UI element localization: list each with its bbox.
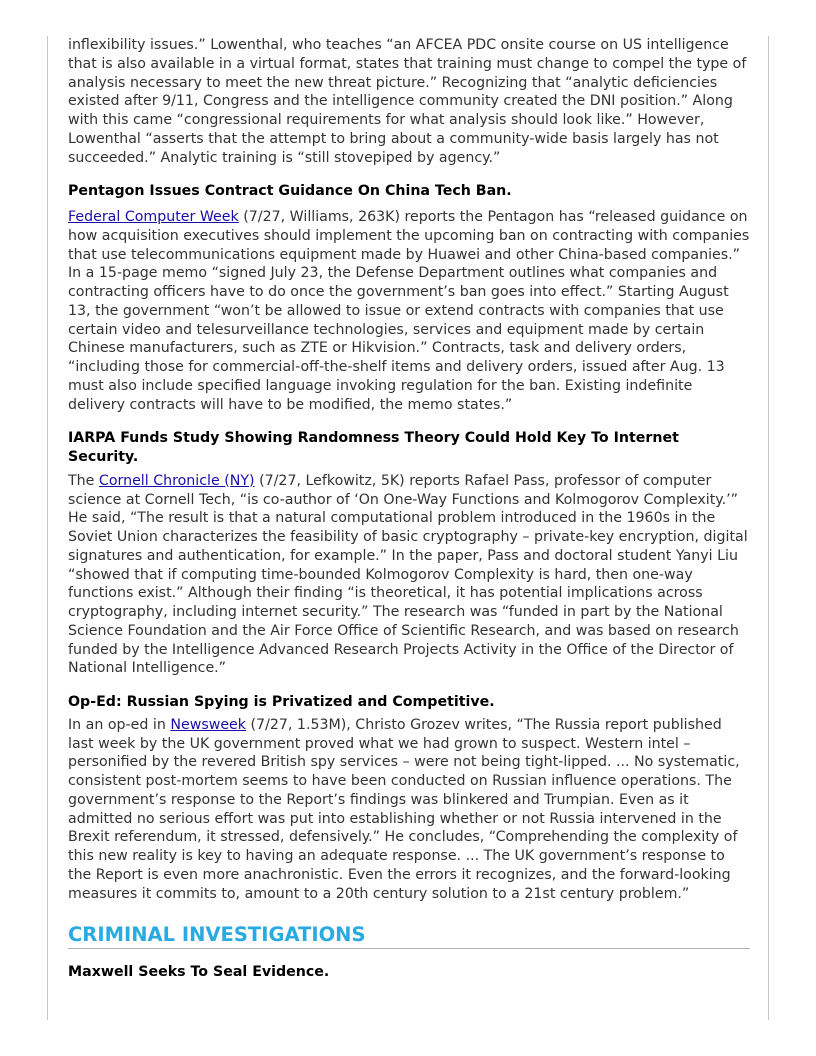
left-margin-rule xyxy=(47,36,48,1020)
article-china-tech-ban xyxy=(68,182,750,414)
article-lead-text: In an op-ed in xyxy=(68,716,171,733)
article-headline: Pentagon Issues Contract Guidance On China Tech Ban. xyxy=(68,183,512,200)
article-body xyxy=(68,208,750,414)
article-headline: Op-Ed: Russian Spying is Privatized and Competitive. xyxy=(68,694,495,710)
source-link[interactable]: Newsweek xyxy=(170,716,246,733)
source-link[interactable]: Cornell Chronicle (NY) xyxy=(98,472,255,489)
article-body xyxy=(68,716,750,904)
article-lead-text: The xyxy=(68,472,99,489)
article-body xyxy=(68,472,750,678)
article-body-text: (7/27, 1.53M), Christo Grozev writes, “The Russia report published last week by the UK government proved what we had grown to suspect. Western intel – personified by the revered British spy services – were not being tight-lipped. ... No systematic, consistent post-mortem seems to have been conducted on Russian influence operations. The government’s response to the Report’s findings was blinkered and Trumpian. Even as it admitted no serious effort was put into establishing whether or not Russia intervened in the Brexit referendum, it stressed, defensively.” He concludes, “Comprehending the complexity of this new reality is key to having an adequate response. ... The UK government’s response to the Report is even more anachronistic. Even the errors it recognizes, and the forward-looking measures it commits to, amount to a 20th century solution to a 21st century problem.” xyxy=(68,716,740,902)
article-randomness-theory xyxy=(68,429,750,678)
section-title: CRIMINAL INVESTIGATIONS xyxy=(68,923,750,949)
right-margin-rule xyxy=(768,36,769,1020)
source-link[interactable]: Federal Computer Week xyxy=(68,209,239,225)
article-headline: IARPA Funds Study Showing Randomness Theory Could Hold Key To Internet Security. xyxy=(68,430,679,465)
intro-paragraph: inflexibility issues.” Lowenthal, who teaches “an AFCEA PDC onsite course on US intelligence that is also available in a virtual format, states that training must change to compel the type of analysis necessary to meet the new threat picture.” Recognizing that “analytic deficiencies existed after 9/11, Congress and the intelligence community created the DNI position.” Along with this came “congressional requirements for what analysis should look like.” However, Lowenthal “asserts that the attempt to bring about a community-wide basis largely has not succeeded.” Analytic training is “still stovepiped by agency.” xyxy=(68,37,747,166)
section-criminal-investigations xyxy=(68,923,750,982)
article-body-text: (7/27, Lefkowitz, 5K) reports Rafael Pass, professor of computer science at Cornell Tech, “is co-author of ‘On One-Way Functions and Kolmogorov Complexity.’” He said, “The result is that a natural computational problem introduced in the 1960s in the Soviet Union characterizes the feasibility of basic cryptography – private-key encryption, digital signatures and authentication, for example.” In the paper, Pass and doctoral student Yanyi Liu “showed that if computing time-bounded Kolmogorov Complexity is hard, then one-way functions exist.” Although their finding “is theoretical, it has potential implications across cryptography, including internet security.” The research was “funded in part by the National Science Foundation and the Air Force Office of Scientific Research, and was based on research funded by the Intelligence Advanced Research Projects Activity in the Office of the Director of National Intelligence.” xyxy=(68,472,748,677)
article-headline: Maxwell Seeks To Seal Evidence. xyxy=(68,964,330,981)
newsletter-content xyxy=(68,36,750,982)
article-russian-spying xyxy=(68,693,750,903)
article-body-text: (7/27, Williams, 263K) reports the Pentagon has “released guidance on how acquisition executives should implement the upcoming ban on contracting with companies that use telecommunications equipment made by Huawei and other China-based companies.” In a 15-page memo “signed July 23, the Defense Department outlines what companies and contracting officers have to do once the government’s ban goes into effect.” Starting August 13, the government “won’t be allowed to issue or extend contracts with companies that use certain video and telesurveillance technologies, services and equipment made by certain Chinese manufacturers, such as ZTE or Hikvision.” Contracts, task and delivery orders, “including those for commercial-off-the-shelf items and delivery orders, issued after Aug. 13 must also include specified language invoking regulation for the ban. Existing indefinite delivery contracts will have to be modified, the memo states.” xyxy=(68,209,750,413)
